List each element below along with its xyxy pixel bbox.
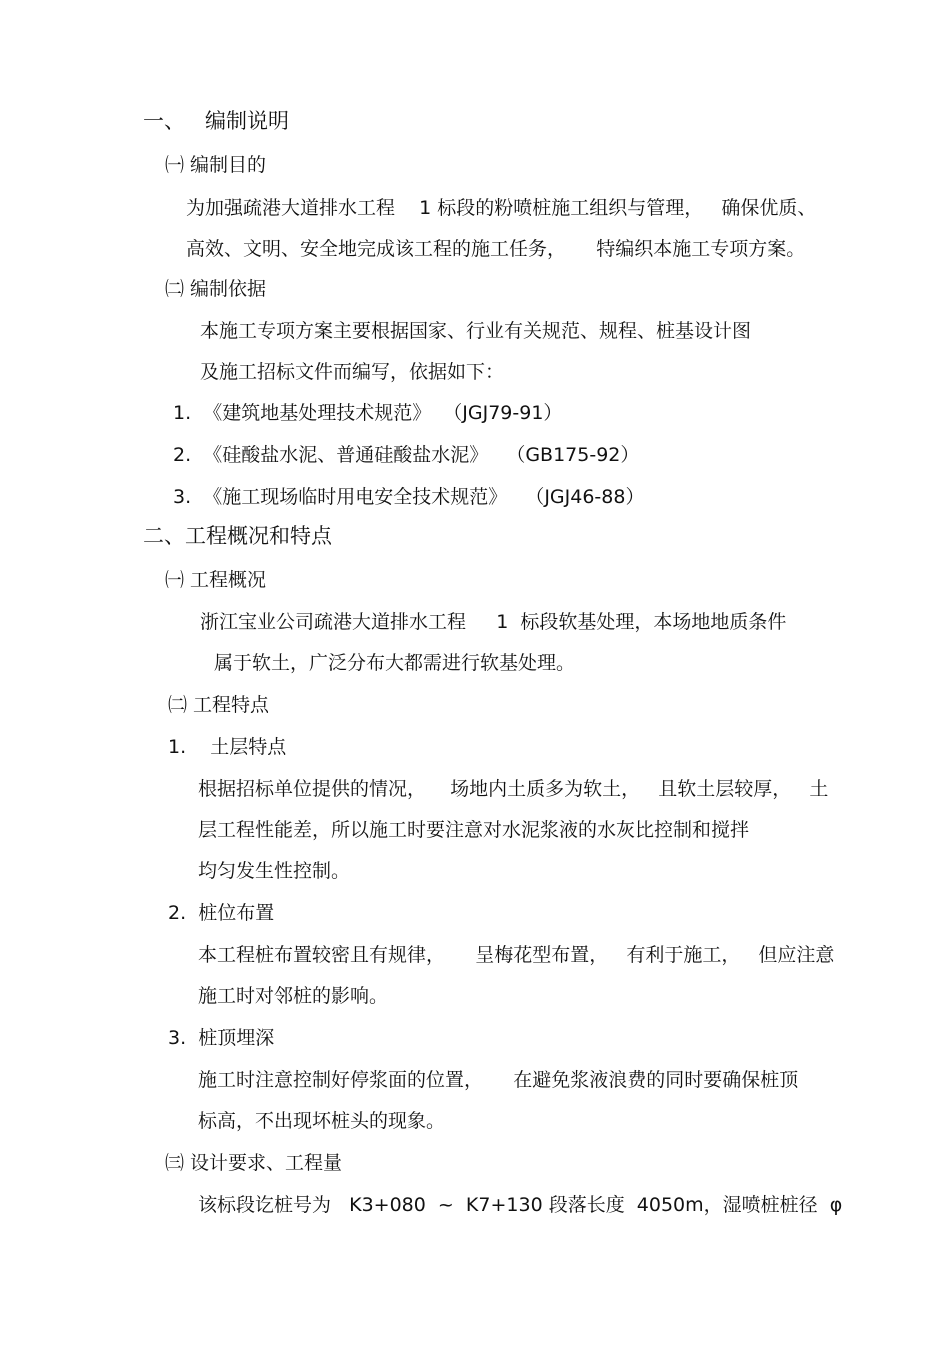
paragraph-line: 本工程桩布置较密且有规律， 呈梅花型布置， 有利于施工， 但应注意 bbox=[198, 944, 835, 966]
paragraph-line: 层工程性能差，所以施工时要注意对水泥浆液的水灰比控制和搅拌 bbox=[198, 819, 750, 841]
sub-heading-requirements: ㈢ 设计要求、工程量 bbox=[165, 1152, 343, 1174]
reference-item: 2. 《硅酸盐水泥、普通硅酸盐水泥》 （GB175-92） bbox=[173, 444, 640, 466]
sub-heading-purpose: ㈠ 编制目的 bbox=[165, 154, 267, 176]
reference-item: 1. 《建筑地基处理技术规范》 （JGJ79-91） bbox=[173, 402, 563, 424]
sub-heading-overview: ㈠ 工程概况 bbox=[165, 569, 267, 591]
paragraph-line: 施工时注意控制好停浆面的位置， 在避免浆液浪费的同时要确保桩顶 bbox=[198, 1069, 799, 1091]
item-heading-depth: 3. 桩顶埋深 bbox=[168, 1027, 275, 1049]
reference-item: 3. 《施工现场临时用电安全技术规范》 （JGJ46-88） bbox=[173, 486, 645, 508]
item-heading-soil: 1. 土层特点 bbox=[168, 736, 287, 758]
section-1-title: 一、 编制说明 bbox=[143, 109, 290, 133]
paragraph-line: 为加强疏港大道排水工程 1 标段的粉喷桩施工组织与管理， 确保优质、 bbox=[186, 197, 817, 219]
paragraph-line: 高效、文明、安全地完成该工程的施工任务， 特编织本施工专项方案。 bbox=[186, 238, 806, 260]
sub-heading-features: ㈡ 工程特点 bbox=[168, 694, 270, 716]
paragraph-line: 施工时对邻桩的影响。 bbox=[198, 985, 389, 1007]
item-heading-layout: 2. 桩位布置 bbox=[168, 902, 275, 924]
paragraph-line: 本施工专项方案主要根据国家、行业有关规范、规程、桩基设计图 bbox=[200, 320, 752, 342]
paragraph-line: 均匀发生性控制。 bbox=[198, 860, 351, 882]
paragraph-line: 及施工招标文件而编写，依据如下： bbox=[200, 361, 505, 383]
paragraph-line: 该标段讫桩号为 K3+080 ~ K7+130 段落长度 4050m，湿喷桩桩径 φ bbox=[198, 1194, 843, 1216]
paragraph-line: 标高，不出现坏桩头的现象。 bbox=[198, 1110, 446, 1132]
paragraph-line: 浙江宝业公司疏港大道排水工程 1 标段软基处理，本场地地质条件 bbox=[200, 611, 787, 633]
sub-heading-basis: ㈡ 编制依据 bbox=[165, 278, 267, 300]
paragraph-line: 根据招标单位提供的情况， 场地内土质多为软土， 且软土层较厚， 土 bbox=[198, 778, 829, 800]
paragraph-line: 属于软土，广泛分布大都需进行软基处理。 bbox=[214, 652, 576, 674]
section-2-title: 二、工程概况和特点 bbox=[143, 524, 332, 548]
